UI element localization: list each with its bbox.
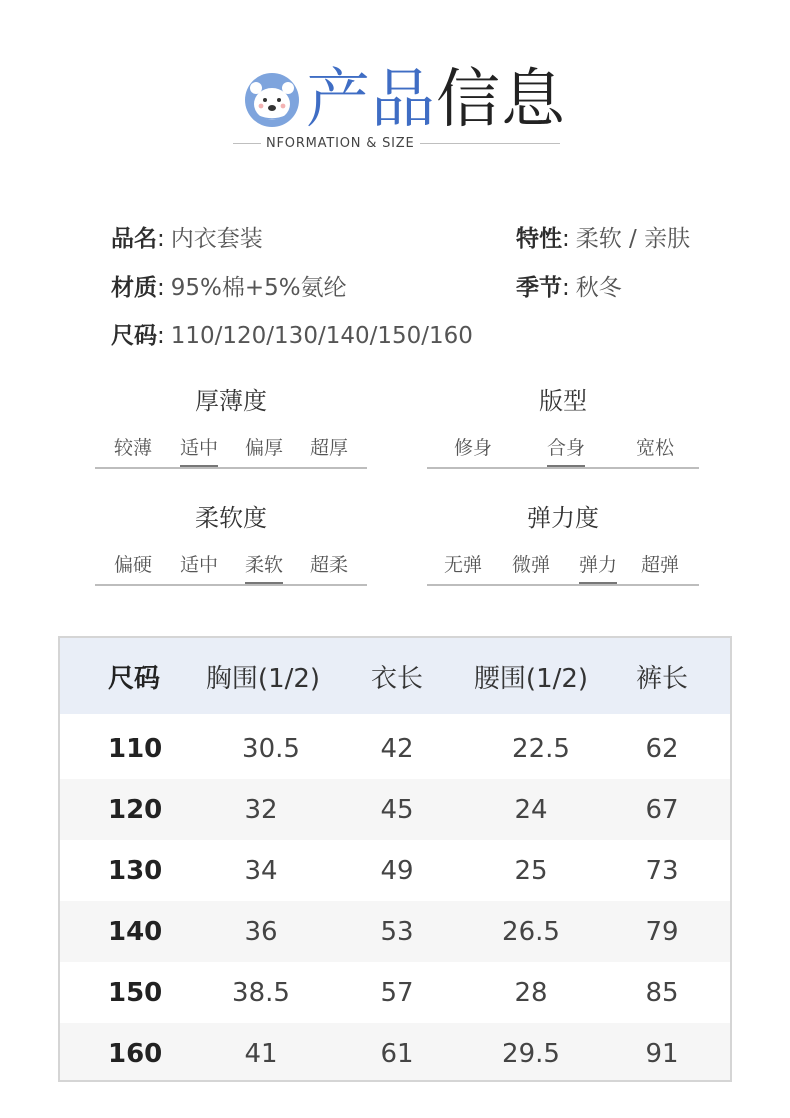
table-header-cell: 腰围(1/2) bbox=[473, 663, 589, 694]
divider bbox=[420, 143, 560, 144]
table-row bbox=[60, 779, 730, 840]
table-cell: 24 bbox=[514, 794, 548, 825]
scale-option-selected: 柔软 bbox=[230, 552, 298, 578]
table-header-row bbox=[60, 638, 730, 714]
title-part-dark: 信息 bbox=[436, 63, 566, 137]
info-season bbox=[516, 273, 622, 303]
table-row bbox=[60, 840, 730, 901]
table-cell: 30.5 bbox=[242, 733, 300, 764]
table-cell-size: 110 bbox=[108, 733, 163, 764]
table-cell-size: 160 bbox=[108, 1038, 163, 1069]
scale-option: 适中 bbox=[179, 554, 218, 576]
table-header-cell: 尺码 bbox=[108, 663, 161, 694]
scale-option: 超弹 bbox=[640, 554, 679, 576]
scale-options bbox=[427, 435, 699, 465]
table-cell: 73 bbox=[645, 855, 679, 886]
table-cell: 26.5 bbox=[502, 916, 560, 947]
table-row bbox=[60, 901, 730, 962]
scale-baseline bbox=[95, 584, 367, 586]
info-material bbox=[111, 273, 347, 303]
table-cell: 41 bbox=[244, 1038, 278, 1069]
scale-title: 弹力度 bbox=[527, 504, 599, 532]
info-sep: : bbox=[157, 275, 165, 301]
page-title bbox=[306, 60, 566, 140]
table-cell-size: 150 bbox=[108, 977, 163, 1008]
table-cell: 28 bbox=[514, 977, 548, 1008]
scale-option-selected: 弹力 bbox=[564, 552, 632, 578]
info-key: 特性 bbox=[516, 226, 562, 252]
info-size bbox=[111, 321, 473, 351]
info-key: 尺码 bbox=[111, 323, 157, 349]
table-cell: 85 bbox=[645, 977, 679, 1008]
info-value: 内衣套装 bbox=[170, 226, 263, 252]
size-table bbox=[58, 636, 732, 1082]
scale-baseline bbox=[427, 467, 699, 469]
table-cell: 32 bbox=[244, 794, 278, 825]
info-sep: : bbox=[157, 226, 165, 252]
table-cell: 38.5 bbox=[232, 977, 290, 1008]
scale-title: 厚薄度 bbox=[195, 387, 267, 415]
scale-option: 超厚 bbox=[309, 437, 348, 459]
scale-baseline bbox=[427, 584, 699, 586]
table-cell-size: 120 bbox=[108, 794, 163, 825]
info-feature bbox=[516, 224, 690, 254]
header bbox=[0, 0, 790, 170]
scale-thickness bbox=[95, 385, 367, 477]
table-header-cell: 胸围(1/2) bbox=[205, 663, 321, 694]
polar-bear-icon bbox=[244, 72, 300, 128]
table-cell-size: 140 bbox=[108, 916, 163, 947]
table-cell: 61 bbox=[380, 1038, 414, 1069]
scale-option: 宽松 bbox=[635, 437, 674, 459]
scale-option: 修身 bbox=[453, 437, 492, 459]
scale-option-selected: 合身 bbox=[532, 435, 600, 461]
table-cell: 67 bbox=[645, 794, 679, 825]
table-cell: 22.5 bbox=[512, 733, 570, 764]
scale-option: 微弹 bbox=[511, 554, 550, 576]
scale-baseline bbox=[95, 467, 367, 469]
scale-option: 超柔 bbox=[309, 554, 348, 576]
scale-options bbox=[95, 435, 367, 465]
table-row bbox=[60, 962, 730, 1023]
table-cell: 91 bbox=[645, 1038, 679, 1069]
table-row bbox=[60, 1023, 730, 1082]
table-header-cell: 裤长 bbox=[635, 663, 688, 694]
info-value: 柔软 / 亲肤 bbox=[575, 226, 691, 252]
scale-fit bbox=[427, 385, 699, 477]
scale-title: 柔软度 bbox=[195, 504, 267, 532]
table-row bbox=[60, 718, 730, 779]
scale-option: 无弹 bbox=[443, 554, 482, 576]
page-subtitle: NFORMATION & SIZE bbox=[266, 136, 415, 151]
table-cell-size: 130 bbox=[108, 855, 163, 886]
scale-option: 偏厚 bbox=[244, 437, 283, 459]
scale-options bbox=[95, 552, 367, 582]
scale-softness bbox=[95, 502, 367, 594]
table-cell: 42 bbox=[380, 733, 414, 764]
info-sep: : bbox=[157, 323, 165, 349]
divider bbox=[233, 143, 261, 144]
info-key: 季节 bbox=[516, 275, 562, 301]
title-part-blue: 产品 bbox=[306, 63, 436, 137]
scale-option: 偏硬 bbox=[113, 554, 152, 576]
scale-title: 版型 bbox=[539, 387, 587, 415]
scale-elasticity bbox=[427, 502, 699, 594]
table-header-cell: 衣长 bbox=[370, 663, 423, 694]
table-cell: 29.5 bbox=[502, 1038, 560, 1069]
info-value: 110/120/130/140/150/160 bbox=[170, 323, 473, 349]
table-cell: 34 bbox=[244, 855, 278, 886]
table-cell: 62 bbox=[645, 733, 679, 764]
info-value: 秋冬 bbox=[575, 275, 622, 301]
info-name bbox=[111, 224, 263, 254]
scale-options bbox=[427, 552, 699, 582]
table-cell: 53 bbox=[380, 916, 414, 947]
info-sep: : bbox=[562, 226, 570, 252]
info-value: 95%棉+5%氨纶 bbox=[170, 275, 347, 301]
table-cell: 49 bbox=[380, 855, 414, 886]
info-key: 材质 bbox=[111, 275, 157, 301]
info-key: 品名 bbox=[111, 226, 157, 252]
scale-option-selected: 适中 bbox=[165, 435, 233, 461]
table-cell: 79 bbox=[645, 916, 679, 947]
table-cell: 57 bbox=[380, 977, 414, 1008]
table-cell: 45 bbox=[380, 794, 414, 825]
table-cell: 36 bbox=[244, 916, 278, 947]
subtitle-row bbox=[233, 134, 560, 154]
info-sep: : bbox=[562, 275, 570, 301]
table-cell: 25 bbox=[514, 855, 548, 886]
scale-option: 较薄 bbox=[113, 437, 152, 459]
